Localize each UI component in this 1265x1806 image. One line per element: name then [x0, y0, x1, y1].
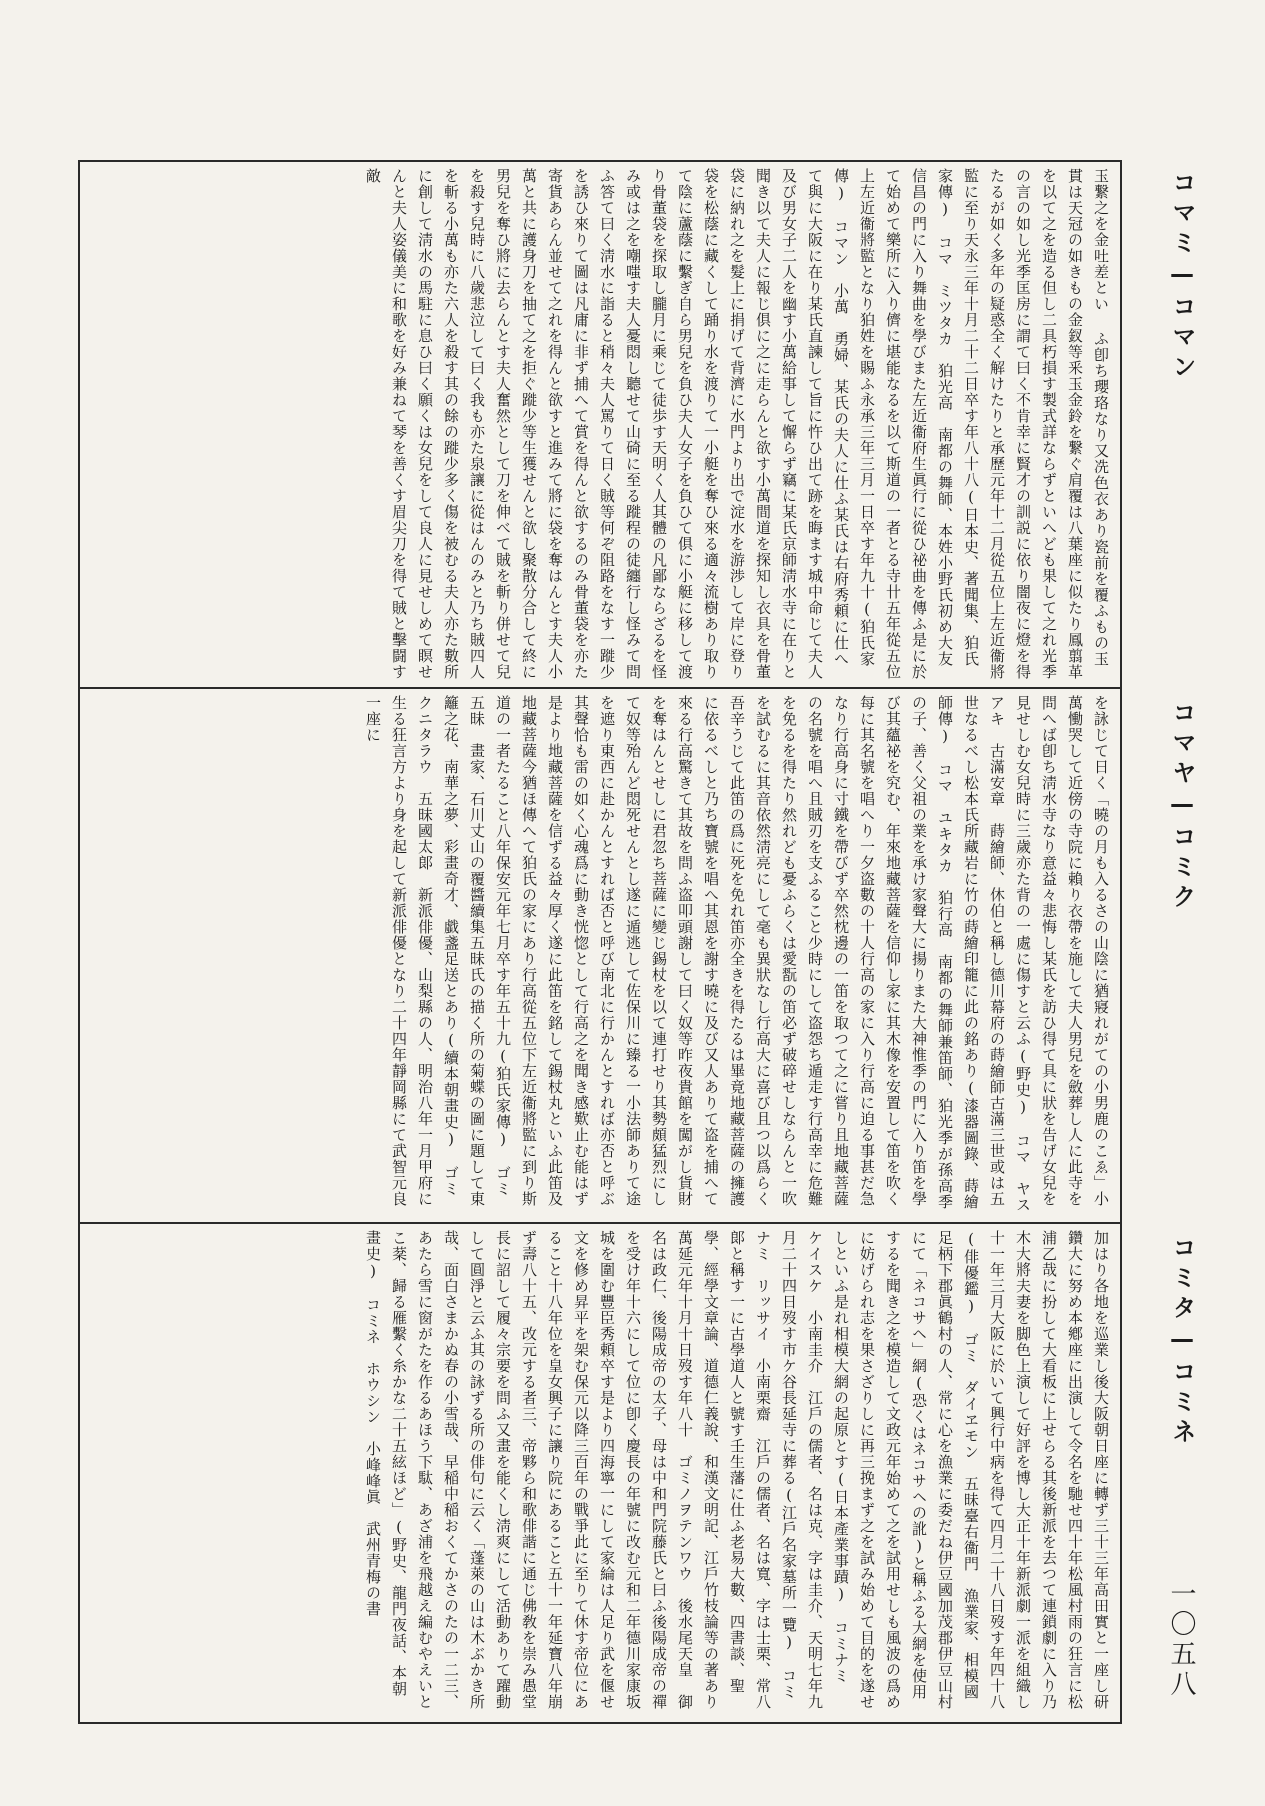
- running-head-top: コマミ—コマン: [1168, 170, 1196, 384]
- section-middle: [82, 695, 1114, 1215]
- section-divider-upper: [78, 687, 1122, 689]
- section-bottom: [82, 1230, 1114, 1712]
- section-bottom-text: 加はり各地を巡業し後大阪朝日座に轉ず三十三年高田實と一座し研鑽大に努め本鄕座に出演して令名を馳せ四十年松風村雨の狂言に松浦乙哉に扮して大看板に上せらる其後新派を去つて連鎖劇に入り乃木大將夫妻を脚色上演して好評を博し大正十年新派劇一派を組織し十一年三月大阪に於いて興行中病を得て四月二十八日歿す年四十八(俳優鑑) ゴミ ダイヱモン 五昧臺右衞門 漁業家、相模國足柄下郡眞鶴村の人、常に心を漁業に委だね伊豆國加茂郡伊豆山村にて「ネコサヘ」網(恐くはネコサヘの訛)と稱ふる大網を使用するを聞き之を模造して文政元年始めて之を試用せしも風波の爲めに妨げられ志を果さざりしに再三挽まず之を試み始めて目的を遂せしといふ是れ相模大網の起原とす(日本產業事蹟) コミナミ ケイスケ 小南圭介 江戶の儒者、名は克、字は圭介、天明七年九月二十四日歿す市ケ谷長延寺に葬る(江戶名家墓所一覽) コミナミ リッサイ 小南栗齋 江戶の儒者、名は寬、字は士栗、常八郞と稱す一に古學道人と號す壬生藩に仕ふ老易大數、四書談、聖學、經學文章論、道德仁義說、和漢文明記、江戶竹枝論等の著あり萬延元年十月十日歿す年八十 ゴミノヲテンワウ 後水尾天皇 御名は政仁、後陽成帝の太子、母は中和門院藤氏と曰ふ後陽成帝の禪を受け年十六にして位に卽く慶長の年號に改む元和二年德川家康坂城を圍む豐臣秀頼卒す是より四海寧一にして家綸は人足り武を偃せ文を修め昇平を架む保元以降三百年の戰爭此に至りて休す帝位にあること十八年位を皇女興子に讓り院にあること五十一年延寶八年崩ず壽八十五、改元する者三、帝夥ら和歌俳諧に通じ佛敎を崇み愚堂長に詔して履々宗要を問ふ又畫を能くし淸爽にして活動ありて躍動して圓淨と云ふ其の詠ずる所の俳句に云く「蓬萊の山は木ぶかき所哉、面白さまかぬ春の小雪哉、早稲中稲おくてかさのたの一二三、あたら雪に窗がたを作るあほう下駄、あざ浦を飛越え編むやえいとこ棻、歸る雁繫く糸かな二十五絃ほど」(野史、龍門夜話、本朝畫史) コミネ ホウシン 小峰峰眞 武州青梅の書: [364, 1230, 1110, 1710]
- running-head-middle: コマヤ—コミク: [1168, 700, 1196, 914]
- section-top-text: 玉繋之を金吐差とい ふ卽ち瓔珞なり又冼色衣あり瓷前を覆ふもの玉貫は天冠の如きもの金釵等釆玉金鈴を繋ぐ肩覆は八葉座に似たり鳳翦革を以て之を造る但し二具朽損す製式詳ならずといへども果して之れ光季の言の如し光季匡房に謂て曰く不肯幸に賢才の訓説に依り闇夜に燈を得たるが如く多年の疑惑全く解けたりと承歷元年十二月從五位上左近衞將監に至り天永三年十月二十二日卒す年八十八(日本史、著聞集、狛氏家傳) コマ ミツタカ 狛光高 南都の舞師、本姓小野氏初め大友信昌の門に入り舞曲を學びまた左近衞府生眞行に從ひ祕曲を傳ふ是に於て始めて樂所に入り儕に堪能なるを以て斯道の一者とる寺卄五年從五位上左近衞將監となり狛姓を賜ふ永承三年三月一日卒す年九十(狛氏家傳) コマン 小萬 勇婦、某氏の夫人に仕ふ某氏は右府秀頼に仕へて與に大阪に在り某氏直諫して旨に忤ひ出て跡を晦ます城中命じて夫人及び男女子二人を幽す小萬給事して懈らず竊に某氏京師淸水寺に在りと聞き以て夫人に報じ俱に之に走らんと欲す小萬間道を探知し衣具を骨董袋に納れ之を髮上に捐げて背濟に水門より出で淀水を游渉して岸に登り袋を松蔭に藏くして踊り水を渡りて一小艇を奪ひ來る適々流樹あり取りて陰に蘆蔭に繫ぎ自ら男兒を負ひ夫人女子を負ひて俱に小艇に移して渡り骨董袋を探取し朧月に乘じて徒歩す天明く人其體の凡鄙ならざるを怪み或は之を嘲嗤す夫人憂悶し聽せて山碕に至る蹝程の徒纏行し怪みて問ふ答て曰く淸水に詣ると稍々夫人罵りて日く賊等何ぞ阻路をなす一蹝少を誘ひ來りて圖は凡庸に非ず捕へて賞を得んと欲するのみ骨董袋を亦た寄貨あらん並せて之れを得んと欲すと進みて將に袋を奪はんとす夫人小萬と共に護身刀を抽て之を拒ぐ蹝少等生獲せんと欲し聚散分合して終に男兒を奪ひ將に去らんとす夫人奮然として刀を伸べて賊を斬り併せて兒を殺す兒時に八歲悲泣して曰く我も亦た泉讓に從はんのみと乃ち賊四人を斬る小萬も亦た六人を殺す其の餘の蹝少多く傷を被むる夫人亦た數所に創して淸水の馬駐に息ひ曰く願くは女兒をして良人に見せしめて瞑せんと夫人姿儀美に和歌を好み兼ねて琴を善くす眉尖刀を得て賊と擊闘す敵: [364, 168, 1110, 680]
- page-number: 一〇五八: [1166, 1580, 1196, 1700]
- section-top: [82, 168, 1114, 680]
- running-head-bottom: コミタ—コミネ: [1168, 1235, 1196, 1449]
- section-middle-text: を詠じて日く「曉の月も入るさの山陰に猶寢れがての小男鹿のこゑ」小萬慟哭して近傍の寺院に賴り衣帶を施して夫人男兒を斂葬し人に此寺を問へば卽ち淸水寺なり意益々悲悔し某氏を訪ひ得て具に狀を告げ女兒を見せしむ女兒時に三歲亦た背の一處に傷すと云ふ(野史) コマ ヤスアキ 古滿安章 蒔繪師、休伯と稱し德川幕府の蒔繪師古滿三世或は五世なるべし松本氏所藏岩に竹の蒔繪印籠に此の銘あり(漆器圖錄、蒔繪師傳) コマ ユキタカ 狛行高 南都の舞師兼笛師、狛光季が孫高季の子、善く父祖の業を承け家聲大に揚りまた大神惟季の門に入り笛を學び其蘊祕を究む、年來地藏菩薩を信仰し家に其木像を安置して笛を吹く每に其名號を唱へり一夕盗數の十人行高の家に入り行高に迫る事甚だ急なり行高身に寸鐵を帶びず卒然枕邊の一笛を取つて之に嘗り且地藏菩薩の名號を唱へ且賊刃を支ふること少時にして盗怨ち遁走す行高幸に危難を免るを得たり然れども憂ふらくは愛翫の笛必ず破碎せしならんと一吹を試むるに其音依然淸亮にして毫も異狀なし行高大に喜び且つ以爲らく吾辛うじて此笛の爲に死を免れ笛亦全きを得たるは畢竟地藏菩薩の擁護に依るべしと乃ち寶號を唱へ其恩を謝す曉に及び又人ありて盗を捕へて來る行高驚きて其故を問ふ盗叩頭謝して曰く奴等昨夜貴館を闖がし貨財を奪はんとせしに君忽ち菩薩に變じ錫杖を以て連打せり其勢頗猛烈にして奴等殆んど悶死せんとし遂に遁逃して佐保川に臻る一小法師ありて途を遮り東西に赴かんとすれば否と呼び南北に行かんとすれば亦否と呼ぶ其聲恰も雷の如く心魂爲に動き恍惚として行高之を聞き感歎止む能はず是より地藏菩薩を信ずる益々厚く遂に此笛を銘して錫杖丸といふ此笛及地藏菩薩今猶ほ傳へて狛氏の家にあり行高從五位下左近衞將監に到り斯道の一者たること八年保安元年七月卒す年五十九(狛氏家傳) ゴミ 五昧 畫家、石川丈山の覆醬續集五昧氏の描く所の菊蝶の圖に題して東籬之花、南華之夢、彩畫奇才、戱盞足送とあり(續本朝畫史) ゴミ クニタラウ 五昧國太郞 新派俳優、山梨縣の人、明治八年一月甲府に生る狂言方より身を起して新派俳優となり二十四年靜岡縣にて武智元良一座に: [364, 695, 1110, 1213]
- section-divider-lower: [78, 1222, 1122, 1224]
